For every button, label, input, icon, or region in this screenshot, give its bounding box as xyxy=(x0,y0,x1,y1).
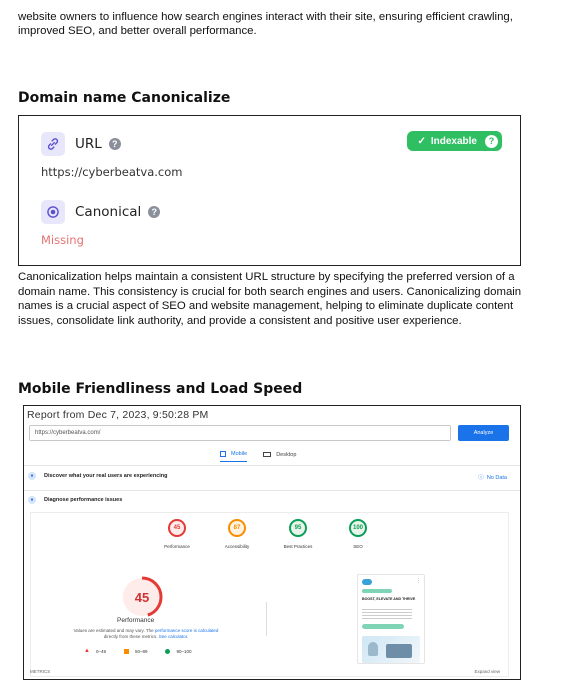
tab-desktop[interactable] xyxy=(263,451,296,462)
thumb-button xyxy=(362,624,404,629)
pagespeed-screenshot xyxy=(23,405,521,680)
score-gauge: 95 xyxy=(289,519,307,537)
metrics-label: METRICS xyxy=(30,669,51,674)
score-name: Best Practices xyxy=(283,544,313,549)
score-seo[interactable] xyxy=(333,519,383,549)
score-accessibility[interactable] xyxy=(212,519,262,549)
tab-label: Mobile xyxy=(231,451,248,457)
no-data-text: No Data xyxy=(486,475,507,481)
canonical-description: Canonicalization helps maintain a consistent URL structure by specifying the preferred version of a domain name. This consistency is crucial for both search engines and users. Canonicalizing domain names is a crucial aspect of SEO and website management, helping to eliminate duplicate content issues, consolidate link authority, and provide a consistent and positive user experience. xyxy=(18,271,522,327)
help-icon[interactable]: ? xyxy=(148,206,160,218)
divider xyxy=(24,465,520,466)
legend-item xyxy=(165,649,191,654)
thumb-hero-image xyxy=(362,636,420,663)
pagespeed-url-input[interactable]: https://cyberbeatva.com/ xyxy=(29,425,451,441)
url-value: https://cyberbeatva.com xyxy=(41,165,183,179)
thumb-pill xyxy=(362,589,392,593)
square-icon xyxy=(124,649,129,654)
divider xyxy=(24,490,520,491)
canonical-section-heading: Domain name Canonicalize xyxy=(18,90,231,106)
info-icon: ⓘ xyxy=(478,475,487,481)
link-icon xyxy=(41,132,65,156)
performance-score-link[interactable]: performance score is calculated xyxy=(154,628,219,633)
intro-paragraph: website owners to influence how search engines interact with their site, ensuring efficient crawling, improved SEO, and better overall performance. xyxy=(18,11,513,37)
legend-range: 50–89 xyxy=(134,648,148,654)
score-gauge: 100 xyxy=(349,519,367,537)
no-data-label xyxy=(478,473,507,481)
big-performance-gauge xyxy=(117,575,167,619)
score-performance[interactable] xyxy=(152,519,202,549)
diagnose-text: Diagnose performance issues xyxy=(44,497,123,503)
url-label: URL xyxy=(75,136,102,152)
score-name: Performance xyxy=(164,544,190,549)
note-text: Values are estimated and may vary. The xyxy=(73,628,154,633)
legend-range: 90–100 xyxy=(176,648,192,654)
canonical-card xyxy=(18,115,521,266)
menu-dots-icon: ⋮ xyxy=(416,578,421,584)
score-name: SEO xyxy=(353,544,363,549)
circle-icon xyxy=(165,649,170,654)
canonical-label: Canonical xyxy=(75,204,142,220)
expand-view-link[interactable]: Expand view xyxy=(474,669,500,674)
canonical-value: Missing xyxy=(41,233,84,247)
discover-text: Discover what your real users are experiencing xyxy=(44,473,168,479)
tab-mobile[interactable] xyxy=(220,451,247,462)
mobile-section-heading: Mobile Friendliness and Load Speed xyxy=(18,381,303,397)
help-icon[interactable]: ? xyxy=(109,138,121,150)
score-best-practices[interactable] xyxy=(273,519,323,549)
help-icon[interactable]: ? xyxy=(485,135,498,148)
note-text: directly from these metrics. xyxy=(103,634,158,640)
canonical-row xyxy=(41,200,160,224)
analyze-button[interactable]: Analyze xyxy=(458,425,509,441)
tab-label: Desktop xyxy=(276,451,297,458)
score-name: Accessibility xyxy=(224,544,250,549)
triangle-icon: ▲ xyxy=(84,648,90,654)
badge-label: Indexable xyxy=(430,135,477,147)
report-title: Report from Dec 7, 2023, 9:50:28 PM xyxy=(27,409,209,421)
score-legend xyxy=(84,648,210,654)
legend-item xyxy=(84,648,106,654)
score-gauge: 45 xyxy=(168,519,186,537)
score-gauge: 87 xyxy=(228,519,246,537)
thumb-person xyxy=(368,642,378,656)
mobile-screenshot-thumbnail xyxy=(357,574,425,664)
legend-item xyxy=(124,649,148,654)
check-icon: ✓ xyxy=(417,135,426,147)
device-tabs xyxy=(220,451,312,462)
discover-row[interactable] xyxy=(28,472,168,480)
users-icon: ● xyxy=(28,472,36,480)
score-note xyxy=(46,628,246,640)
thumb-headline: BOOST, ELEVATE AND THRIVE xyxy=(362,597,416,601)
diagnose-icon: ● xyxy=(28,496,36,504)
big-score-value: 45 xyxy=(134,589,150,605)
thumb-body-lines xyxy=(362,609,412,619)
monitor-icon xyxy=(263,452,271,457)
thumb-laptop xyxy=(386,644,412,658)
url-row xyxy=(41,132,121,156)
calculator-link[interactable]: See calculator. xyxy=(158,634,189,640)
legend-range: 0–49 xyxy=(95,648,106,654)
divider xyxy=(266,602,267,636)
big-score-label: Performance xyxy=(117,617,155,624)
diagnose-row[interactable] xyxy=(28,496,122,504)
indexable-badge xyxy=(407,131,502,151)
target-icon xyxy=(41,200,65,224)
site-logo xyxy=(362,579,372,585)
phone-icon xyxy=(220,451,226,457)
